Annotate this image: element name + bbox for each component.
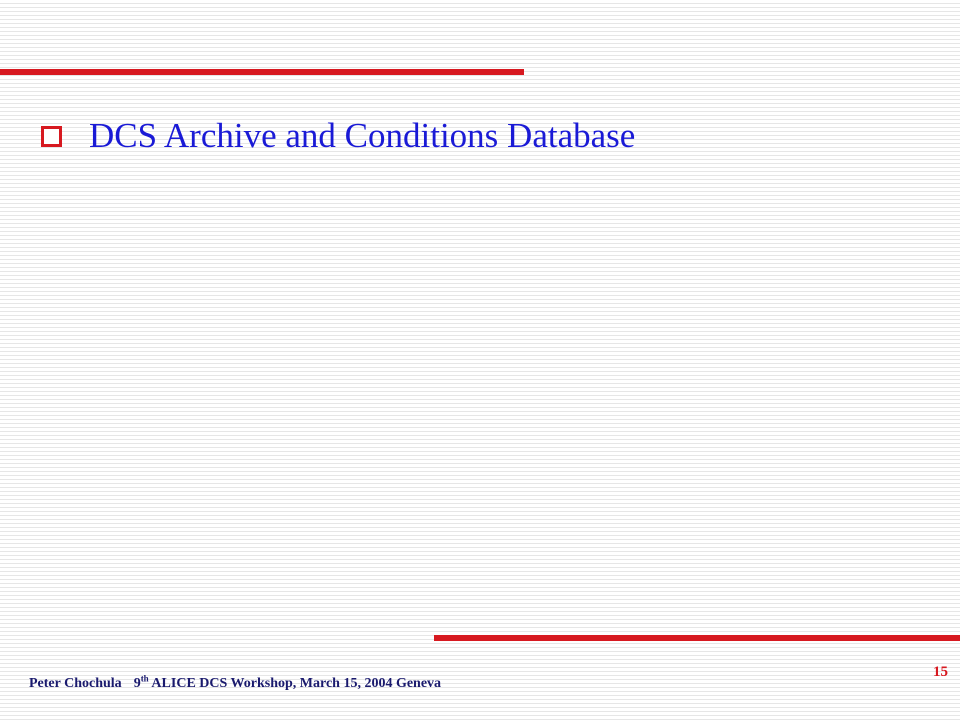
- bullet-text: DCS Archive and Conditions Database: [89, 116, 636, 155]
- hollow-square-bullet-icon: [41, 126, 62, 147]
- footer-event-number: 9: [133, 676, 141, 691]
- footer: [29, 673, 442, 692]
- bullet-item: [41, 114, 635, 158]
- footer-event-details: ALICE DCS Workshop, March 15, 2004 Geneva: [148, 676, 442, 691]
- footer-event-ordinal-suffix: th: [140, 673, 149, 684]
- page-number: 15: [933, 664, 948, 680]
- footer-author: Peter Chochula: [29, 676, 122, 691]
- bottom-rule-divider: [434, 635, 960, 641]
- top-rule-divider: [0, 69, 524, 75]
